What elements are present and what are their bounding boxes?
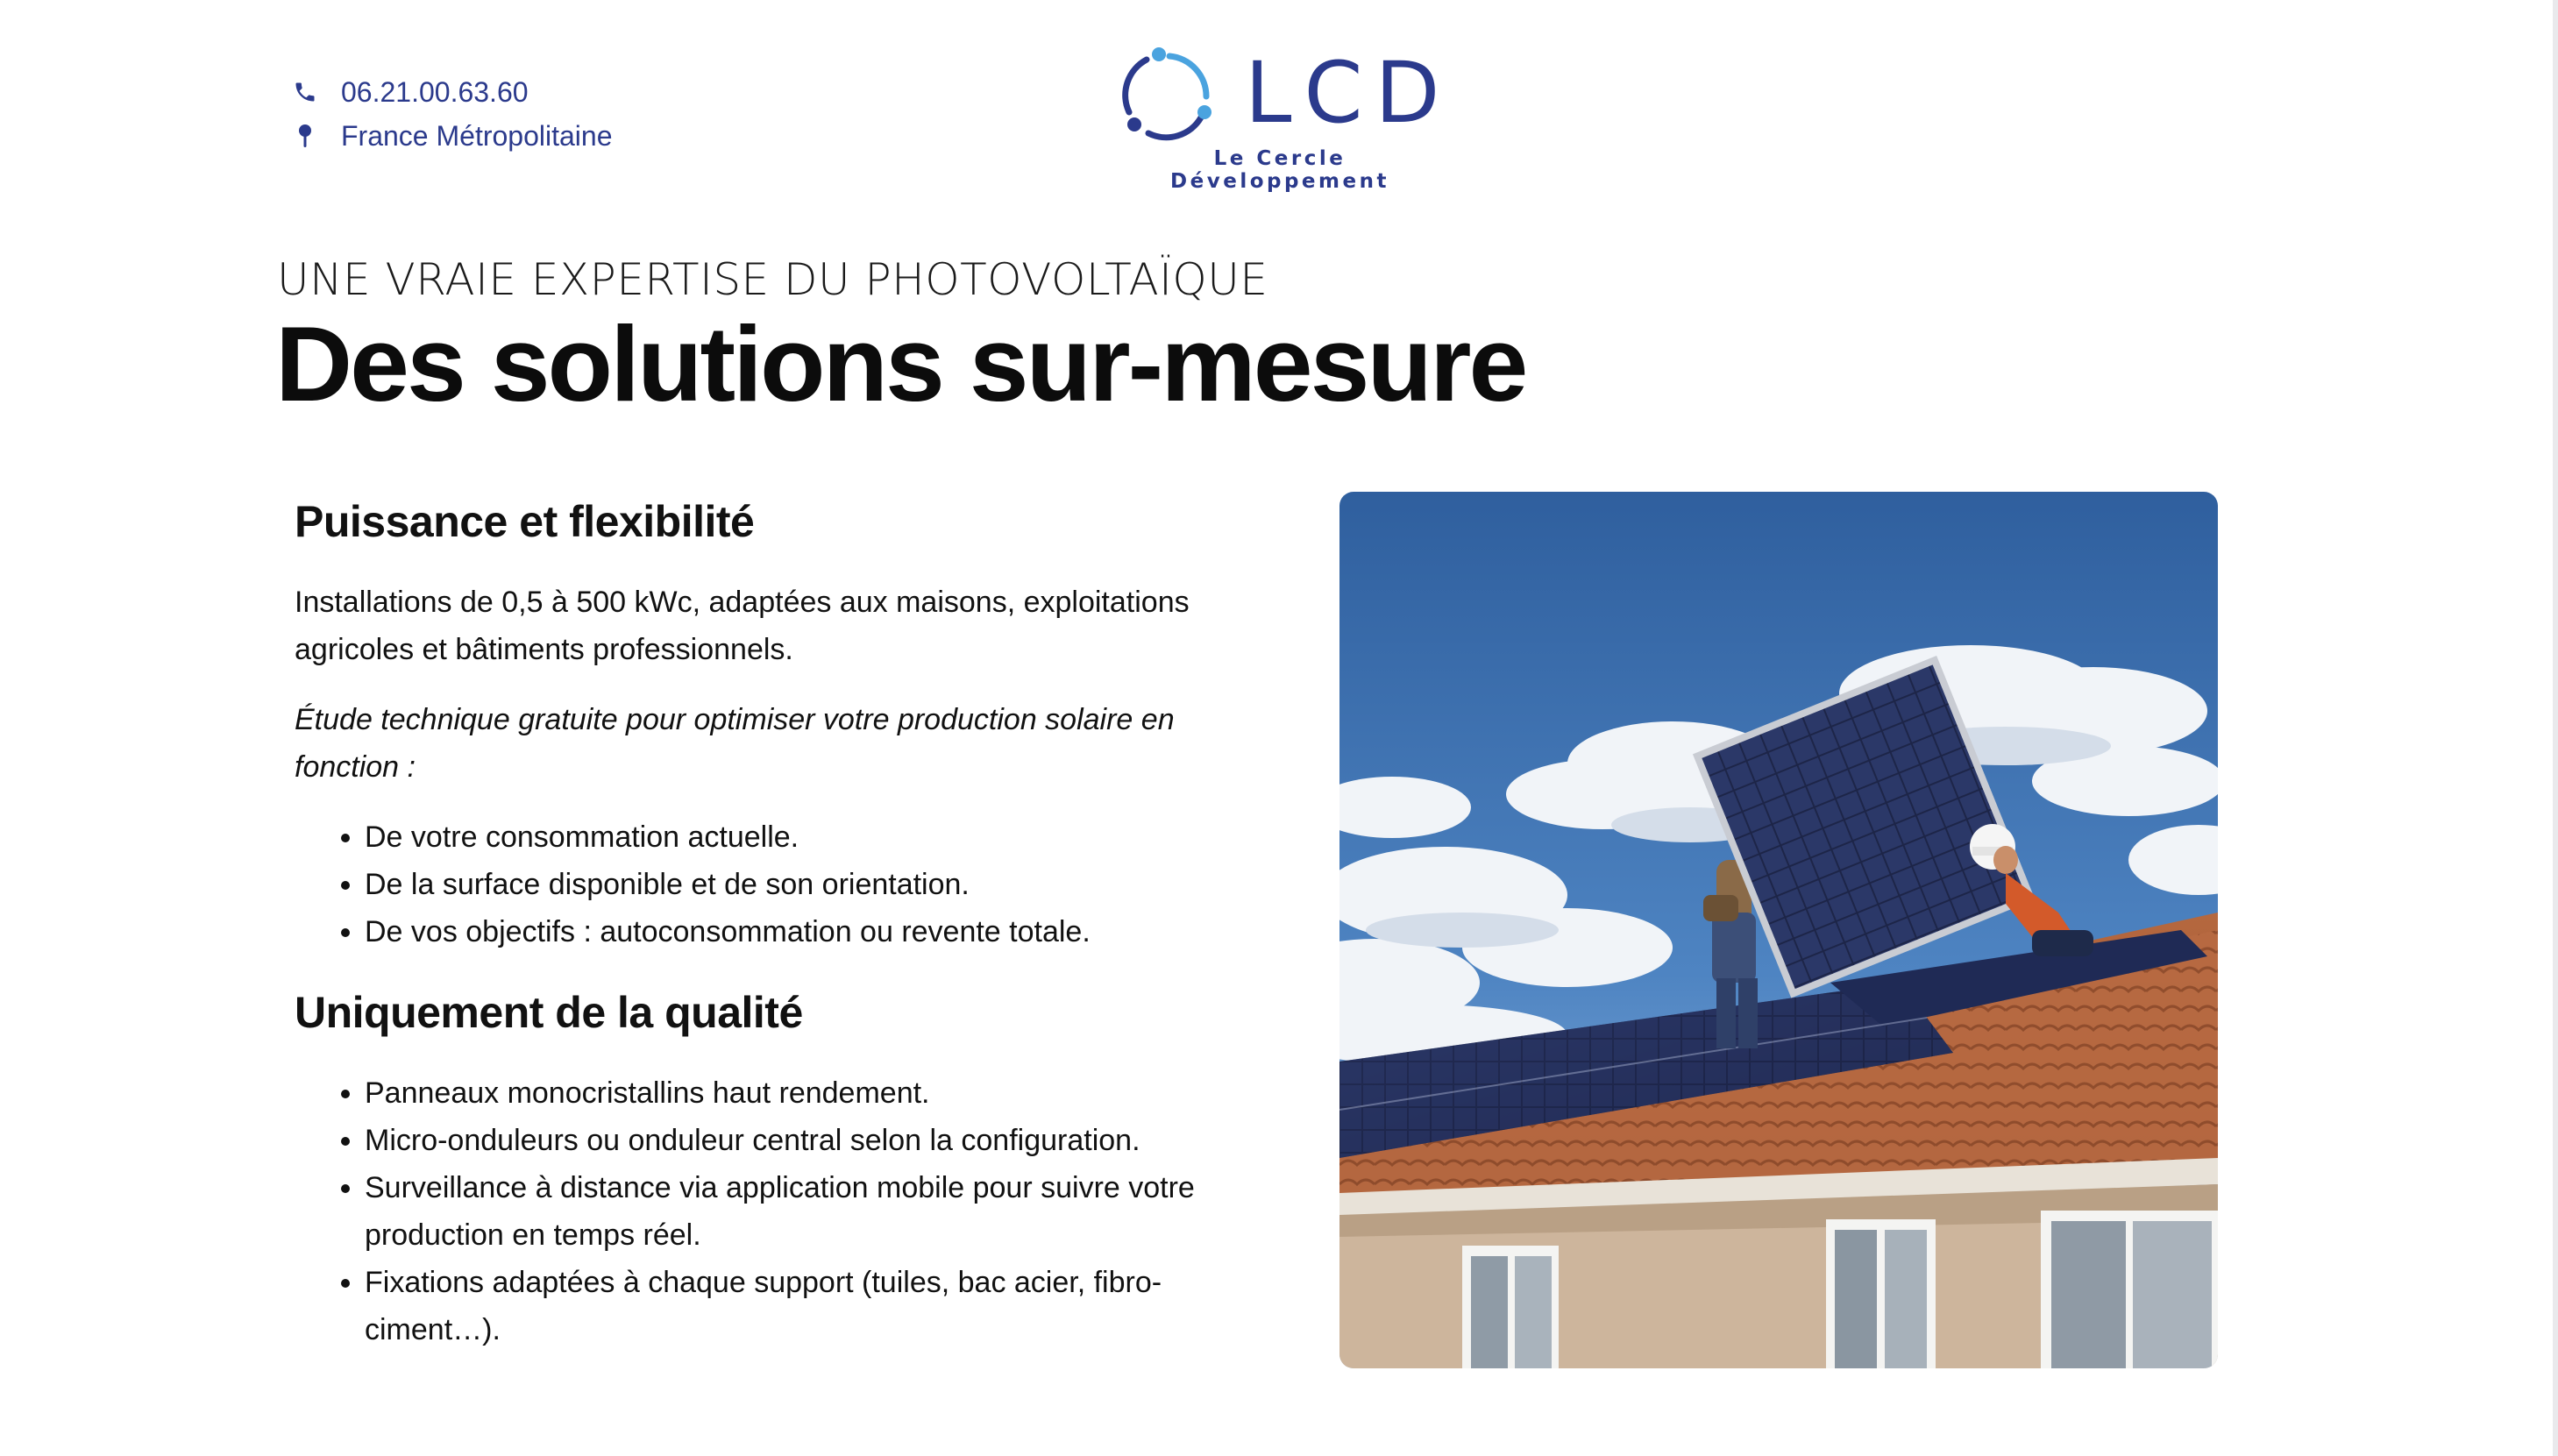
needs-list bbox=[295, 813, 1268, 955]
phone-icon bbox=[292, 79, 318, 105]
phone-row[interactable] bbox=[292, 70, 612, 114]
phone-number[interactable]: 06.21.00.63.60 bbox=[341, 75, 529, 108]
list-item: • De votre consommation actuelle. bbox=[365, 813, 1268, 861]
map-pin-icon bbox=[292, 123, 318, 149]
section-paragraph: Installations de 0,5 à 500 kWc, adaptées aux maisons, exploitations agricoles et bâtiments professionnels. bbox=[295, 586, 1190, 666]
location-text: France Métropolitaine bbox=[341, 119, 613, 152]
section-heading-power: Puissance et flexibilité bbox=[295, 497, 755, 546]
list-item: • De la surface disponible et de son orientation. bbox=[365, 861, 1268, 908]
list-item: • Surveillance à distance via application mobile pour suivre votre production en temps réel. bbox=[365, 1164, 1268, 1259]
quality-list bbox=[295, 1069, 1268, 1353]
logo-circle-icon bbox=[1113, 44, 1219, 153]
list-item: • Micro-onduleurs ou onduleur central selon la configuration. bbox=[365, 1117, 1268, 1164]
page-scrollbar[interactable] bbox=[2553, 0, 2558, 1456]
location-row bbox=[292, 114, 612, 158]
section-heading-quality: Uniquement de la qualité bbox=[295, 988, 803, 1037]
list-item: • Fixations adaptées à chaque support (tuiles, bac acier, fibro-ciment…). bbox=[365, 1259, 1268, 1353]
site-logo[interactable] bbox=[1113, 44, 1464, 193]
list-item: • Panneaux monocristallins haut rendement. bbox=[365, 1069, 1268, 1117]
content-column bbox=[295, 491, 1268, 1380]
page-title: Des solutions sur-mesure bbox=[275, 304, 1526, 423]
logo-tagline: Le Cercle Développement bbox=[1170, 147, 1389, 193]
section-eyebrow: UNE VRAIE EXPERTISE DU PHOTOVOLTAÏQUE bbox=[277, 254, 1268, 305]
header-contact bbox=[292, 70, 612, 158]
list-item: • De vos objectifs : autoconsommation ou revente totale. bbox=[365, 908, 1268, 955]
study-note: Étude technique gratuite pour optimiser votre production solaire en fonction : bbox=[295, 703, 1175, 784]
logo-wordmark: LCD bbox=[1245, 44, 1453, 142]
solar-installation-photo bbox=[1339, 492, 2218, 1368]
